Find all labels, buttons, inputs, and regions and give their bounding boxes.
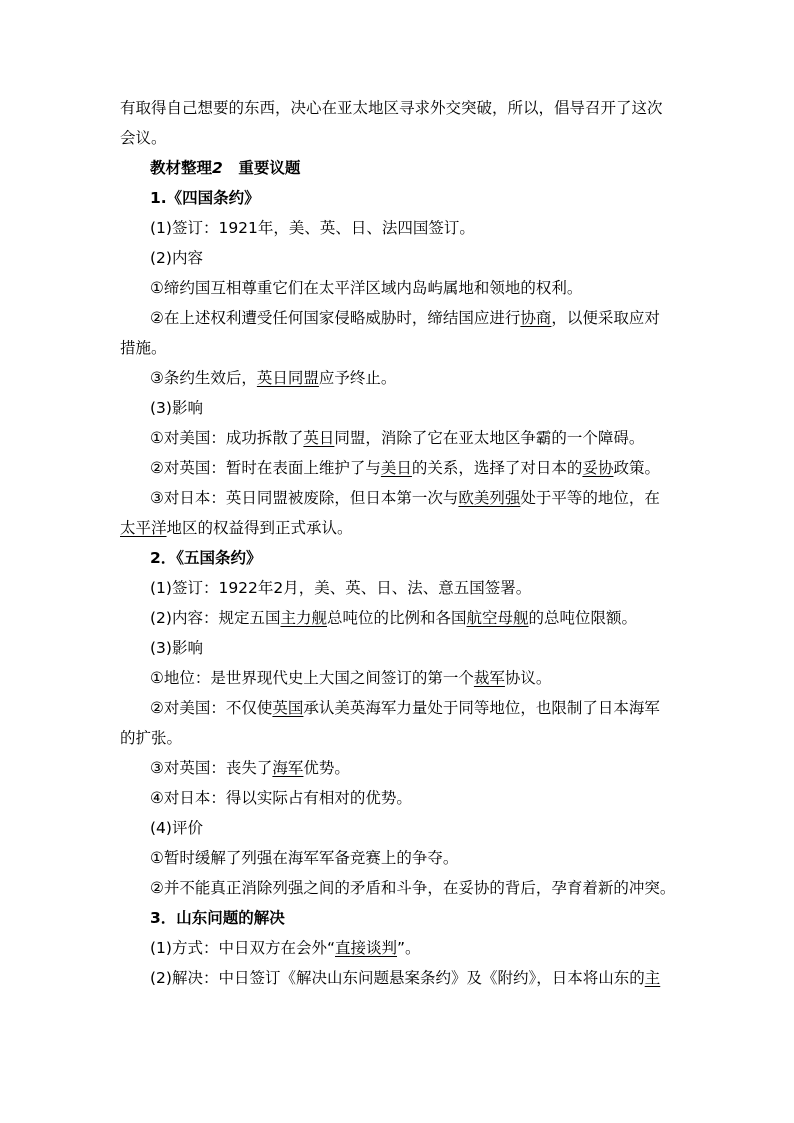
text: ，以便采取应对 bbox=[551, 309, 660, 327]
text: 应予终止。 bbox=[318, 369, 397, 387]
text: (1)签订：1921年，美、英、日、法四国签订。 bbox=[150, 219, 475, 237]
paragraph-line bbox=[150, 458, 660, 478]
text: 政策。 bbox=[613, 459, 660, 477]
paragraph-line bbox=[150, 698, 660, 718]
underlined-term: 海军 bbox=[272, 759, 304, 777]
text: 3．山东问题的解决 bbox=[150, 909, 285, 927]
text: 同盟，消除了它在亚太地区争霸的一个障碍。 bbox=[334, 429, 645, 447]
text: (1)方式：中日双方在会外“ bbox=[150, 939, 335, 957]
text: (2)内容 bbox=[150, 249, 203, 267]
paragraph-line bbox=[150, 968, 660, 988]
text: ①对美国：成功拆散了 bbox=[150, 429, 304, 447]
section-number: 2 bbox=[212, 159, 223, 177]
underlined-term: 主力舰 bbox=[280, 609, 327, 627]
text: ①暂时缓解了列强在海军军备竞赛上的争夺。 bbox=[150, 849, 459, 867]
text: 重要议题 bbox=[222, 159, 301, 177]
text: (4)评价 bbox=[150, 819, 203, 837]
text: 地区的权益得到正式承认。 bbox=[166, 519, 353, 537]
text: 2．《五国条约》 bbox=[150, 549, 262, 567]
paragraph-line bbox=[150, 398, 203, 418]
section-heading bbox=[150, 158, 300, 178]
paragraph-line bbox=[150, 788, 412, 808]
text: 措施。 bbox=[120, 339, 167, 357]
text: ②对英国：暂时在表面上维护了与 bbox=[150, 459, 381, 477]
underlined-term: 航空母舰 bbox=[466, 609, 529, 627]
paragraph-line bbox=[150, 638, 203, 658]
text: 总吨位的比例和各国 bbox=[326, 609, 467, 627]
text: ③对英国：丧失了 bbox=[150, 759, 273, 777]
paragraph-line bbox=[120, 338, 167, 358]
text: 教材整理 bbox=[150, 159, 213, 177]
underlined-term: 英日同盟 bbox=[256, 369, 319, 387]
text: 优势。 bbox=[303, 759, 350, 777]
text: 处于平等的地位，在 bbox=[520, 489, 660, 507]
text: ”。 bbox=[397, 939, 421, 957]
subheading bbox=[150, 908, 285, 928]
paragraph-line bbox=[150, 488, 660, 508]
text: (1)签订：1922年2月，美、英、日、法、意五国签署。 bbox=[150, 579, 532, 597]
text: (3)影响 bbox=[150, 399, 203, 417]
text: (2)解决：中日签订《解决山东问题悬案条约》及《附约》，日本将山东的 bbox=[150, 969, 645, 987]
text: 的关系，选择了对日本的 bbox=[411, 459, 583, 477]
text: ①地位：是世界现代史上大国之间签订的第一个 bbox=[150, 669, 474, 687]
paragraph-line bbox=[150, 758, 350, 778]
text: ③条约生效后， bbox=[150, 369, 257, 387]
paragraph-line bbox=[150, 818, 203, 838]
underlined-term: 裁军 bbox=[473, 669, 505, 687]
paragraph-line bbox=[150, 428, 644, 448]
underlined-term: 英国 bbox=[272, 699, 304, 717]
text: ③对日本：英日同盟被废除，但日本第一次与 bbox=[150, 489, 459, 507]
underlined-term: 欧美列强 bbox=[458, 489, 521, 507]
paragraph-line bbox=[150, 938, 421, 958]
text: 的总吨位限额。 bbox=[528, 609, 638, 627]
text: 协议。 bbox=[504, 669, 552, 687]
paragraph-line bbox=[150, 878, 675, 898]
text: 的扩张。 bbox=[120, 729, 183, 747]
text: ②并不能真正消除列强之间的矛盾和斗争，在妥协的背后，孕育着新的冲突。 bbox=[150, 879, 676, 897]
paragraph-line bbox=[120, 128, 167, 148]
underlined-term: 英日 bbox=[303, 429, 335, 447]
underlined-term: 太平洋 bbox=[120, 519, 167, 537]
paragraph-line bbox=[150, 248, 203, 268]
paragraph-line bbox=[120, 98, 663, 118]
underlined-term: 主 bbox=[644, 969, 661, 987]
paragraph-line bbox=[120, 518, 353, 538]
text: 会议。 bbox=[120, 129, 167, 147]
underlined-term: 美日 bbox=[380, 459, 412, 477]
paragraph-line bbox=[120, 728, 182, 748]
paragraph-line bbox=[150, 848, 458, 868]
paragraph-line bbox=[150, 578, 531, 598]
text: 有取得自己想要的东西，决心在亚太地区寻求外交突破，所以，倡导召开了这次 bbox=[120, 99, 663, 117]
text: 承认美英海军力量处于同等地位，也限制了日本海军 bbox=[303, 699, 660, 717]
underlined-term: 直接谈判 bbox=[335, 939, 398, 957]
paragraph-line bbox=[150, 308, 660, 328]
text: (2)内容：规定五国 bbox=[150, 609, 281, 627]
paragraph-line bbox=[150, 368, 396, 388]
text: ①缔约国互相尊重它们在太平洋区域内岛屿属地和领地的权利。 bbox=[150, 279, 583, 297]
text: ④对日本：得以实际占有相对的优势。 bbox=[150, 789, 412, 807]
paragraph-line bbox=[150, 608, 637, 628]
text: 1.《四国条约》 bbox=[150, 189, 260, 207]
paragraph-line bbox=[150, 668, 551, 688]
text: (3)影响 bbox=[150, 639, 203, 657]
text: ②对美国：不仅使 bbox=[150, 699, 273, 717]
subheading bbox=[150, 548, 262, 568]
paragraph-line bbox=[150, 218, 475, 238]
subheading bbox=[150, 188, 260, 208]
text: ②在上述权利遭受任何国家侵略威胁时，缔结国应进行 bbox=[150, 309, 521, 327]
paragraph-line bbox=[150, 278, 582, 298]
underlined-term: 协商 bbox=[520, 309, 552, 327]
underlined-term: 妥协 bbox=[582, 459, 614, 477]
